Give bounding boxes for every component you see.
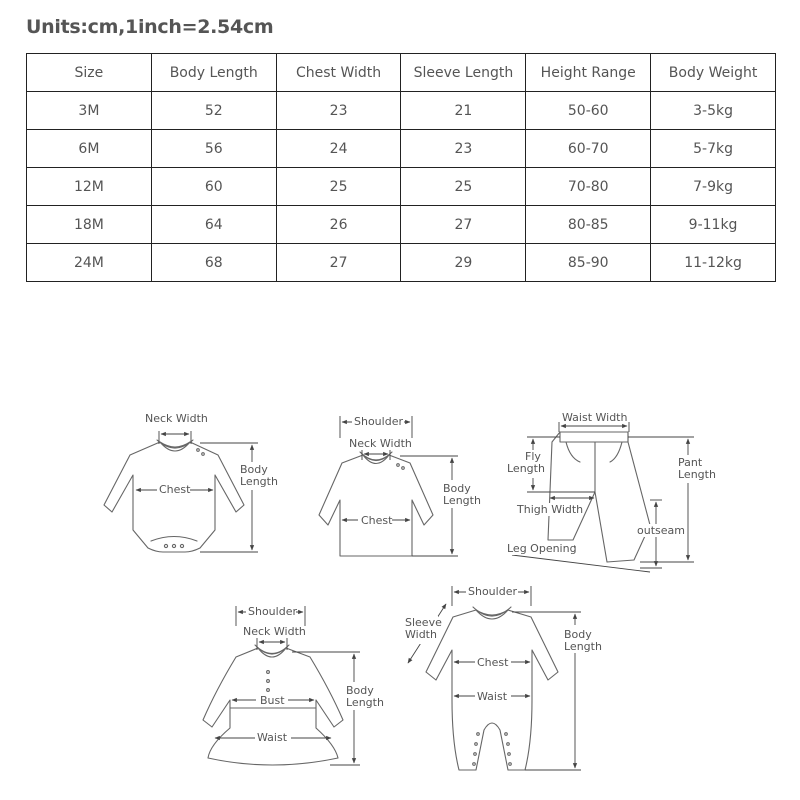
cell-sleeve-length: 23 (401, 130, 526, 168)
header-sleeve-length: Sleeve Length (401, 54, 526, 92)
bodysuit-diagram (104, 412, 278, 552)
cell-body-weight: 3-5kg (651, 92, 776, 130)
label-thigh-width: Thigh Width (517, 503, 584, 516)
cell-body-length: 64 (151, 206, 276, 244)
pants-diagram (506, 411, 716, 572)
label-shoulder: Shoulder (354, 415, 403, 428)
cell-height-range: 85-90 (526, 244, 651, 282)
units-note: Units:cm,1inch=2.54cm (26, 16, 274, 38)
cell-height-range: 80-85 (526, 206, 651, 244)
header-size: Size (27, 54, 152, 92)
label-sleeve-width-2: Width (405, 628, 437, 641)
label-neck-width: Neck Width (145, 412, 208, 425)
cell-body-weight: 5-7kg (651, 130, 776, 168)
cell-body-weight: 9-11kg (651, 206, 776, 244)
top-diagram (319, 415, 481, 556)
label-body-length-1: Body (443, 482, 471, 495)
cell-chest-width: 24 (276, 130, 401, 168)
header-body-length: Body Length (151, 54, 276, 92)
label-pant-length-2: Length (678, 468, 716, 481)
label-fly-length-1: Fly (525, 450, 541, 463)
label-body-length-1: Body (346, 684, 374, 697)
label-chest: Chest (159, 483, 191, 496)
dress-diagram (203, 605, 384, 765)
label-leg-opening: Leg Opening (507, 542, 577, 555)
cell-size: 6M (27, 130, 152, 168)
cell-size: 3M (27, 92, 152, 130)
label-chest: Chest (477, 656, 509, 669)
cell-body-length: 68 (151, 244, 276, 282)
cell-sleeve-length: 21 (401, 92, 526, 130)
label-body-length-2: Length (346, 696, 384, 709)
cell-height-range: 50-60 (526, 92, 651, 130)
header-chest-width: Chest Width (276, 54, 401, 92)
cell-chest-width: 27 (276, 244, 401, 282)
label-pant-length-1: Pant (678, 456, 703, 469)
cell-size: 18M (27, 206, 152, 244)
label-body-length-2: Length (240, 475, 278, 488)
cell-size: 12M (27, 168, 152, 206)
cell-sleeve-length: 25 (401, 168, 526, 206)
cell-body-length: 56 (151, 130, 276, 168)
cell-chest-width: 23 (276, 92, 401, 130)
label-shoulder: Shoulder (468, 585, 517, 598)
cell-sleeve-length: 27 (401, 206, 526, 244)
cell-body-weight: 7-9kg (651, 168, 776, 206)
label-bust: Bust (260, 694, 285, 707)
label-body-length-2: Length (564, 640, 602, 653)
label-outseam: outseam (637, 524, 685, 537)
cell-chest-width: 25 (276, 168, 401, 206)
cell-chest-width: 26 (276, 206, 401, 244)
cell-size: 24M (27, 244, 152, 282)
label-neck-width: Neck Width (243, 625, 306, 638)
cell-height-range: 60-70 (526, 130, 651, 168)
cell-sleeve-length: 29 (401, 244, 526, 282)
label-chest: Chest (361, 514, 393, 527)
header-height-range: Height Range (526, 54, 651, 92)
cell-body-weight: 11-12kg (651, 244, 776, 282)
cell-height-range: 70-80 (526, 168, 651, 206)
label-body-length-1: Body (240, 463, 268, 476)
label-waist: Waist (257, 731, 288, 744)
label-body-length-1: Body (564, 628, 592, 641)
label-fly-length-2: Length (507, 462, 545, 475)
label-neck-width: Neck Width (349, 437, 412, 450)
label-sleeve-width-1: Sleeve (405, 616, 442, 629)
label-waist: Waist (477, 690, 508, 703)
romper-diagram (402, 585, 602, 770)
label-body-length-2: Length (443, 494, 481, 507)
bodysuit-outline-icon (104, 442, 244, 552)
label-waist-width: Waist Width (562, 411, 628, 424)
header-body-weight: Body Weight (651, 54, 776, 92)
top-outline-icon (319, 455, 433, 556)
cell-body-length: 60 (151, 168, 276, 206)
label-shoulder: Shoulder (248, 605, 297, 618)
cell-body-length: 52 (151, 92, 276, 130)
